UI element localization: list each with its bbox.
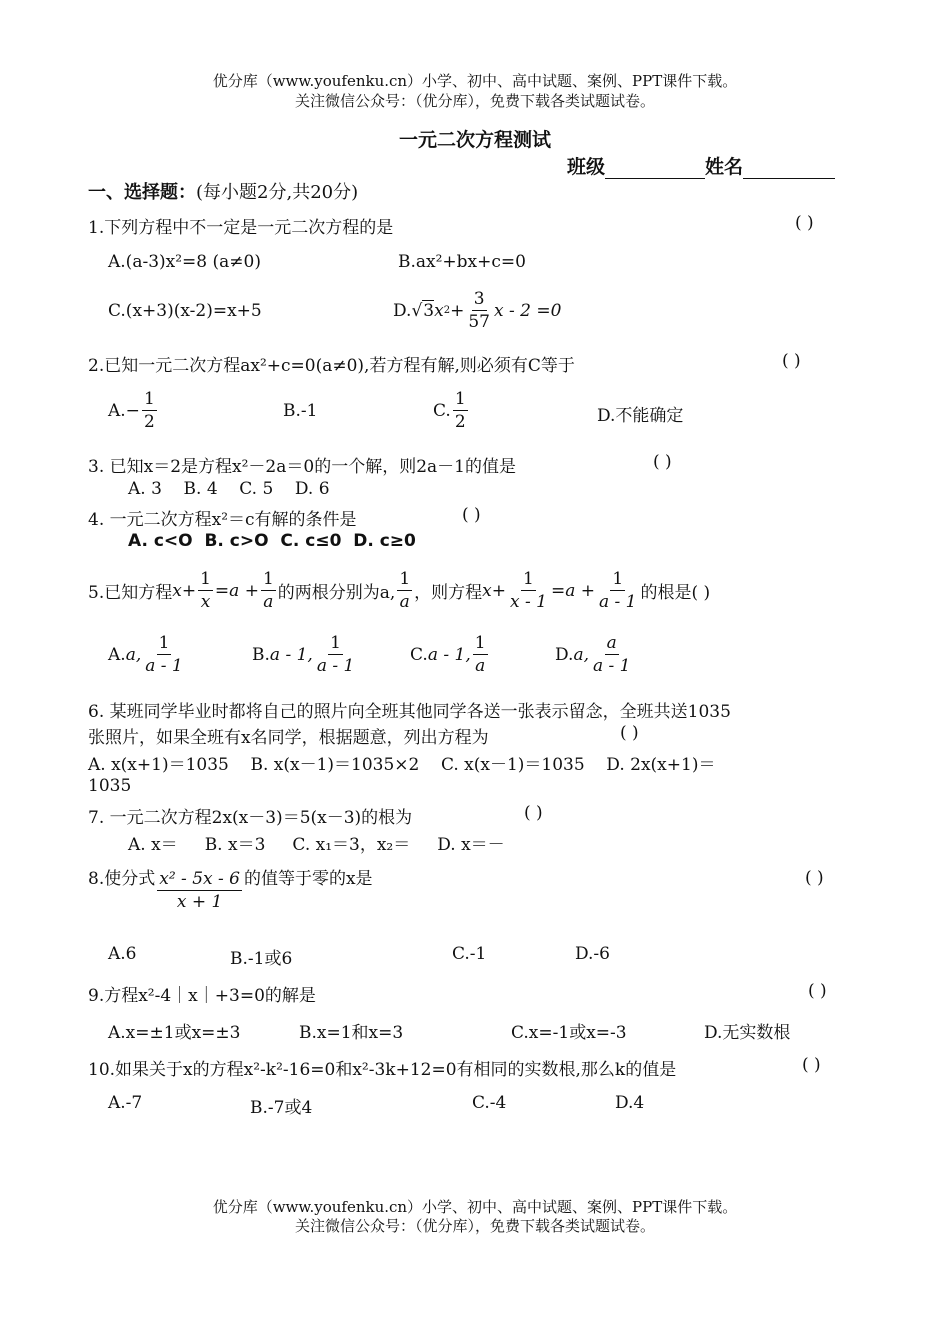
q10-option-d: D.4 [615, 1093, 645, 1113]
q2-option-a: A.− $\frac{1}{2}$ [108, 389, 155, 432]
q9-answer-paren[interactable]: ( ) [808, 981, 827, 1001]
q9-option-a: A.x=±1或x=±3 [108, 1023, 241, 1043]
q8-option-c: C.-1 [452, 944, 487, 964]
page-title: 一元二次方程测试 [398, 129, 551, 151]
q1-option-d: D. √ 3 x 2 + $\frac{3}{57}$ x - 2 =0 [393, 289, 562, 332]
name-blank[interactable] [743, 160, 835, 179]
q1-stem: 1.下列方程中不一定是一元二次方程的是 [88, 218, 394, 238]
q10-stem: 10.如果关于x的方程x²-k²-16=0和x²-3k+12=0有相同的实数根,那么k的值是 [88, 1060, 677, 1080]
q10-answer-paren[interactable]: ( ) [802, 1055, 821, 1075]
class-label: 班级 [567, 156, 606, 178]
q3-options: A. 3 B. 4 C. 5 D. 6 [128, 479, 330, 499]
header-line-2: 关注微信公众号：（优分库），免费下载各类试题试卷。 [294, 92, 655, 110]
footer-line-1: 优分库（www.youfenku.cn）小学、初中、高中试题、案例、PPT课件下载。 [212, 1198, 738, 1216]
q4-answer-paren[interactable]: ( ) [462, 505, 481, 525]
class-name-row [567, 152, 835, 179]
q7-options: A. x＝ B. x＝3 C. x₁＝3，x₂＝ D. x＝－ [128, 835, 505, 855]
q9-option-d: D.无实数根 [704, 1023, 791, 1043]
q5-option-a: A. a, $\frac{1}{a - 1}$ [108, 633, 183, 676]
q2-stem: 2.已知一元二次方程ax²+c=0(a≠0),若方程有解,则必须有C等于 [88, 356, 575, 376]
q2-option-b: B.-1 [283, 401, 318, 421]
q6-options: A. x(x+1)＝1035 B. x(x－1)＝1035×2 C. x(x－1)＝1035 D. 2x(x+1)＝ [88, 755, 716, 775]
q1-option-b: B.ax²+bx+c=0 [398, 252, 526, 272]
q6-options-cont: 1035 [88, 776, 132, 796]
q2-option-d: D.不能确定 [597, 406, 684, 426]
q8-option-b: B.-1或6 [230, 949, 293, 969]
q1-option-a: A.(a-3)x²=8 (a≠0) [108, 252, 261, 272]
q7-stem: 7. 一元二次方程2x(x－3)＝5(x－3)的根为 [88, 808, 413, 828]
q1-option-c: C.(x+3)(x-2)=x+5 [108, 301, 262, 321]
q6-line-2: 张照片，如果全班有x名同学，根据题意，列出方程为 [88, 728, 489, 748]
q4-stem: 4. 一元二次方程x²＝c有解的条件是 [88, 510, 357, 530]
q2-option-c: C. $\frac{1}{2}$ [433, 389, 466, 432]
q9-option-b: B.x=1和x=3 [299, 1023, 404, 1043]
q9-stem: 9.方程x²-4｜x｜+3=0的解是 [88, 986, 316, 1006]
q10-option-c: C.-4 [472, 1093, 507, 1113]
q10-option-b: B.-7或4 [250, 1098, 313, 1118]
q5-option-d: D. a, $\frac{a}{a - 1}$ [555, 633, 631, 676]
q1-answer-paren[interactable]: ( ) [795, 213, 814, 233]
q3-answer-paren[interactable]: ( ) [653, 452, 672, 472]
q6-line-1: 6. 某班同学毕业时都将自己的照片向全班其他同学各送一张表示留念，全班共送1035 [88, 702, 731, 722]
q5-stem: 5.已知方程 x + $\frac{1}{x}$ =a + $\frac{1}{a}$ 的两根分别为a, $\frac{1}{a}$ ，则方程 x + $\frac{1}{x - 1}$ =a + $\frac{1}{a - 1}$ 的根是( ) [88, 569, 711, 612]
q8-answer-paren[interactable]: ( ) [805, 868, 824, 888]
q5-option-b: B. a - 1, $\frac{1}{a - 1}$ [252, 633, 355, 676]
q8-option-a: A.6 [108, 944, 137, 964]
q6-answer-paren[interactable]: ( ) [620, 723, 639, 743]
footer-line-2: 关注微信公众号：（优分库），免费下载各类试题试卷。 [294, 1217, 655, 1235]
q2-answer-paren[interactable]: ( ) [782, 351, 801, 371]
name-label: 姓名 [705, 156, 744, 178]
q9-option-c: C.x=-1或x=-3 [511, 1023, 627, 1043]
q8-option-d: D.-6 [575, 944, 610, 964]
class-blank[interactable] [605, 160, 705, 179]
q3-stem: 3. 已知x＝2是方程x²－2a＝0的一个解，则2a－1的值是 [88, 457, 516, 477]
q4-options: A. c<O B. c>O C. c≤0 D. c≥0 [128, 531, 416, 551]
section-heading: 一、选择题：(每小题2分,共20分) [88, 182, 359, 203]
q10-option-a: A.-7 [108, 1093, 143, 1113]
q7-answer-paren[interactable]: ( ) [524, 803, 543, 823]
q5-option-c: C. a - 1, $\frac{1}{a}$ [410, 633, 486, 676]
q8-stem: 8.使分式 $\frac{\text{x² - 5x - 6}}{x + 1}$ 的值等于零的x是 [88, 869, 373, 912]
header-line-1: 优分库（www.youfenku.cn）小学、初中、高中试题、案例、PPT课件下载。 [212, 72, 738, 90]
